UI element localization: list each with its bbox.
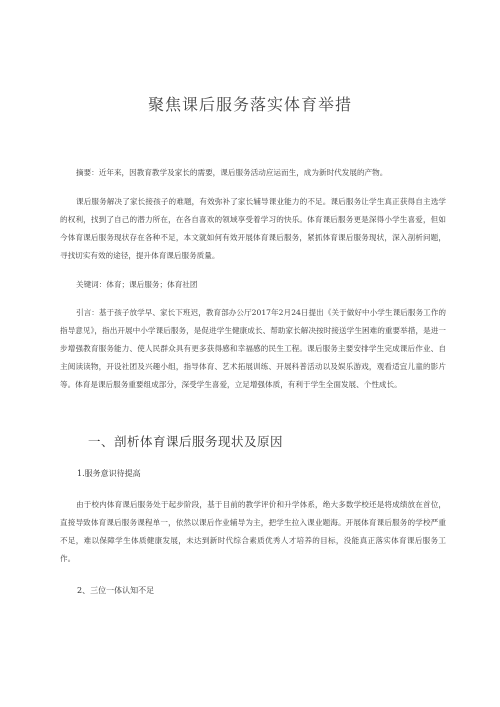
intro-paragraph: 引言：基于孩子放学早、家长下班迟，教育部办公厅2017年2月24日提出《关于做好中小学生课后服务工作的指导意见》，指出开展中小学课后服务，是促进学生健康成长、帮助家长解决按时接送学生困难的重要举措，是进一步增强教育服务能力、使人民群众具有更多获得感和幸福感的民生工程。课后服务主要安排学生完成课后作业、自主阅读读物，开设社团及兴趣小组，指导体育、艺术拓展训练、开展科普活动以及娱乐游戏，观看适宜儿童的影片等。体育是课后服务重要组成部分，深受学生喜爱，立足增强体质，有利于学生全面发展、个性成长。 (60, 308, 446, 389)
subsection-heading-2: 2、三位一体认知不足 (77, 586, 155, 595)
keywords-paragraph: 关键词：体育；课后服务；体育社团 (76, 280, 198, 289)
abstract-paragraph: 摘要：近年来，因教育教学及家长的需要，课后服务活动应运而生，成为新时代发展的产物。 (76, 168, 388, 177)
subsection-paragraph-1: 由于校内体育课后服务处于起步阶段，基于目前的教学评价和升学体系，绝大多数学校还是将成绩放在首位，直接导致体育课后服务课程单一，依然以课后作业辅导为主，把学生拉入课业题海。开展体育课后服务的学校严重不足，难以保障学生体质健康发展，未达到新时代综合素质优秀人才培养的目标，没能真正落实体育课后服务工作。 (60, 500, 446, 563)
body-paragraph-1: 课后服务解决了家长接孩子的难题，有效弥补了家长辅导课业能力的不足。课后服务让学生真正获得自主选学的权利，找到了自己的潜力所在，在各自喜欢的领域享受着学习的快乐。体育课后服务更是深得小学生喜爱，但如今体育课后服务现状存在各种不足，本文就如何有效开展体育课后服务，紧抓体育课后服务现状，深入剖析问题，寻找切实有效的途径，提升体育课后服务质量。 (60, 197, 446, 260)
document-title: 聚焦课后服务落实体育举措 (147, 95, 352, 114)
subsection-heading-1: 1.服务意识待提高 (77, 469, 141, 478)
section-heading-1: 一、剖析体育课后服务现状及原因 (88, 434, 284, 449)
